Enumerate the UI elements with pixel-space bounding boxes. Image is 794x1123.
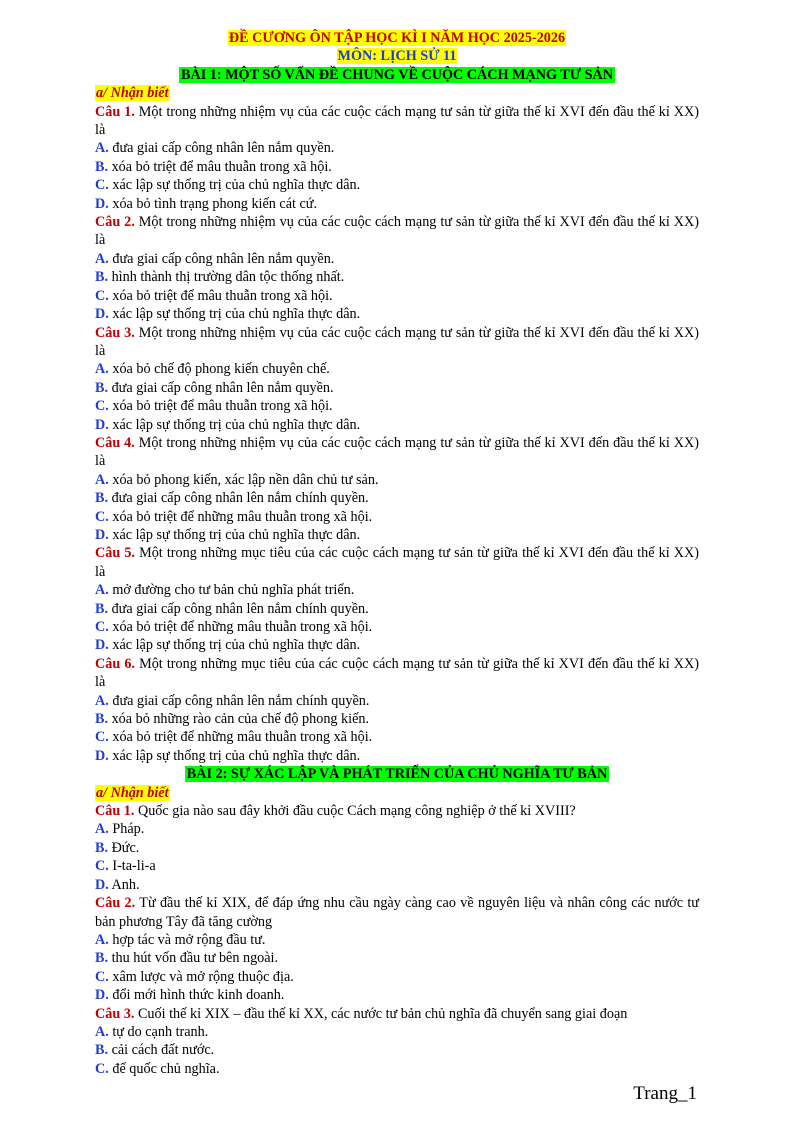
option-text: hình thành thị trường dân tộc thống nhất. <box>108 269 345 286</box>
answer-option <box>95 397 699 415</box>
option-text: xâm lược và mở rộng thuộc địa. <box>108 968 294 985</box>
question-stem <box>95 103 699 140</box>
option-text: mở đường cho tư bản chủ nghĩa phát triển. <box>108 582 355 599</box>
option-text: xác lập sự thống trị của chủ nghĩa thực dân. <box>108 747 361 764</box>
question-stem <box>95 324 699 361</box>
option-text: xóa bỏ triệt để những mâu thuẫn trong xã hội. <box>108 619 373 635</box>
question-text: Từ đầu thế kỉ XIX, để đáp ứng nhu cầu ngày càng cao về nguyên liệu và nhân công các nước tư bản phương Tây đã tăng cường <box>95 895 699 930</box>
option-text: Anh. <box>108 876 140 893</box>
option-letter: C. <box>95 1060 109 1077</box>
option-letter: B. <box>95 1042 109 1059</box>
answer-option <box>95 968 699 986</box>
question-text: Một trong những nhiệm vụ của các cuộc cách mạng tư sản từ giữa thế kỉ XVI đến đầu thế kỉ XX) là <box>95 324 699 359</box>
question-text: Một trong những mục tiêu của các cuộc cách mạng tư sản từ giữa thế kỉ XVI đến đầu thế kỉ XX) là <box>95 655 699 691</box>
option-letter: A. <box>95 1023 109 1040</box>
question-text: Cuối thế kỉ XIX – đầu thế kỉ XX, các nước tư bản chủ nghĩa đã chuyển sang giai đoạn <box>134 1005 628 1022</box>
question-stem <box>95 1005 699 1023</box>
answer-option <box>95 416 699 434</box>
option-text: đưa giai cấp công nhân lên nắm chính quyền. <box>108 692 370 709</box>
option-text: xác lập sự thống trị của chủ nghĩa thực dân. <box>108 526 361 543</box>
answer-option <box>95 250 699 268</box>
option-letter: D. <box>95 306 109 323</box>
question-stem <box>95 544 699 581</box>
answer-option <box>95 747 699 765</box>
answer-option <box>95 581 699 599</box>
option-text: xóa bỏ tình trạng phong kiến cát cứ. <box>108 195 318 212</box>
answer-option <box>95 176 699 194</box>
question-label: Câu 1. <box>95 103 135 120</box>
option-letter: D. <box>95 747 109 764</box>
option-text: đưa giai cấp công nhân lên nắm quyền. <box>108 250 335 267</box>
question-stem <box>95 213 699 250</box>
option-letter: C. <box>95 858 109 875</box>
answer-option <box>95 839 699 857</box>
document-title: ĐỀ CƯƠNG ÔN TẬP HỌC KÌ I NĂM HỌC 2025-2026 <box>228 30 566 46</box>
option-letter: B. <box>95 379 109 396</box>
question-label: Câu 3. <box>95 1005 135 1022</box>
option-text: xóa bỏ triệt để mâu thuẫn trong xã hội. <box>108 287 333 304</box>
answer-option <box>95 636 699 654</box>
answer-option <box>95 471 699 489</box>
answer-option <box>95 360 699 378</box>
lesson-heading-text: BÀI 2: SỰ XÁC LẬP VÀ PHÁT TRIỂN CỦA CHỦ NGHĨA TƯ BẢN <box>186 766 608 783</box>
answer-option <box>95 195 699 213</box>
question-text: Một trong những nhiệm vụ của các cuộc cách mạng tư sản từ giữa thế kỉ XVI đến đầu thế kỉ XX) là <box>95 434 699 470</box>
lesson-heading <box>95 765 699 783</box>
sections-container <box>95 66 699 1078</box>
question-label: Câu 5. <box>95 545 135 562</box>
option-text: xóa bỏ phong kiến, xác lập nền dân chủ tư sản. <box>108 471 379 488</box>
answer-option <box>95 287 699 305</box>
option-text: xóa bỏ triệt để mâu thuẫn trong xã hội. <box>108 398 333 415</box>
option-text: hợp tác và mở rộng đầu tư. <box>108 931 266 948</box>
option-letter: D. <box>95 987 109 1004</box>
option-text: đưa giai cấp công nhân lên nắm quyền. <box>108 379 334 396</box>
level-heading <box>95 84 699 102</box>
option-text: xóa bỏ những rào cản của chế độ phong kiến. <box>108 711 370 728</box>
option-text: xác lập sự thống trị của chủ nghĩa thực dân. <box>108 416 361 433</box>
option-text: xác lập sự thống trị của chủ nghĩa thực dân. <box>108 177 361 194</box>
option-text: đưa giai cấp công nhân lên nắm quyền. <box>108 140 335 157</box>
option-text: thu hút vốn đầu tư bên ngoài. <box>108 950 279 967</box>
question-label: Câu 2. <box>95 895 136 912</box>
option-letter: B. <box>95 158 109 175</box>
answer-option <box>95 268 699 286</box>
option-letter: D. <box>95 526 109 543</box>
answer-option <box>95 1060 699 1078</box>
option-letter: A. <box>95 361 109 378</box>
option-text: xóa bỏ triệt để những mâu thuẫn trong xã hội. <box>108 729 373 746</box>
lesson-heading <box>95 66 699 84</box>
question-stem <box>95 802 699 820</box>
answer-option <box>95 1023 699 1041</box>
option-text: I-ta-li-a <box>108 858 156 875</box>
answer-option <box>95 692 699 710</box>
answer-option <box>95 379 699 397</box>
option-text: đổi mới hình thức kinh doanh. <box>108 987 285 1004</box>
answer-option <box>95 820 699 838</box>
option-letter: D. <box>95 195 109 212</box>
option-letter: A. <box>95 471 109 488</box>
option-letter: B. <box>95 711 109 728</box>
question-label: Câu 1. <box>95 803 135 820</box>
answer-option <box>95 526 699 544</box>
answer-option <box>95 931 699 949</box>
option-letter: A. <box>95 821 109 838</box>
document-page <box>95 29 699 1078</box>
answer-option <box>95 600 699 618</box>
option-text: Đức. <box>108 839 140 856</box>
question-stem <box>95 434 699 471</box>
option-letter: A. <box>95 931 109 948</box>
option-text: tự do cạnh tranh. <box>108 1023 209 1040</box>
option-text: đế quốc chủ nghĩa. <box>108 1060 220 1077</box>
answer-option <box>95 876 699 894</box>
answer-option <box>95 618 699 636</box>
answer-option <box>95 489 699 507</box>
option-text: xác lập sự thống trị của chủ nghĩa thực dân. <box>108 637 361 654</box>
level-heading <box>95 784 699 802</box>
answer-option <box>95 139 699 157</box>
question-label: Câu 6. <box>95 655 135 672</box>
question-text: Một trong những nhiệm vụ của các cuộc cách mạng tư sản từ giữa thế kỉ XVI đến đầu thế kỉ XX) là <box>95 214 699 249</box>
option-text: xác lập sự thống trị của chủ nghĩa thực dân. <box>108 306 361 323</box>
option-text: đưa giai cấp công nhân lên nắm chính quyền. <box>108 600 369 617</box>
option-letter: B. <box>95 950 109 967</box>
option-letter: D. <box>95 416 109 433</box>
option-letter: B. <box>95 600 109 617</box>
option-letter: C. <box>95 729 109 746</box>
level-heading-text: a/ Nhận biết <box>96 85 169 102</box>
option-letter: A. <box>95 140 109 157</box>
page-number: Trang_1 <box>633 1083 697 1104</box>
option-letter: D. <box>95 637 109 654</box>
option-text: xóa bỏ triệt để mâu thuẫn trong xã hội. <box>108 158 332 175</box>
question-text: Quốc gia nào sau đây khởi đầu cuộc Cách mạng công nghiệp ở thế kỉ XVIII? <box>134 803 576 820</box>
option-letter: C. <box>95 398 109 415</box>
option-text: cải cách đất nước. <box>108 1042 215 1059</box>
option-letter: C. <box>95 177 109 194</box>
option-letter: B. <box>95 269 109 286</box>
question-label: Câu 2. <box>95 214 135 231</box>
option-letter: A. <box>95 250 109 267</box>
option-text: xóa bỏ chế độ phong kiến chuyên chế. <box>108 361 330 378</box>
question-label: Câu 3. <box>95 324 135 341</box>
option-letter: A. <box>95 582 109 599</box>
subject-title: MÔN: LỊCH SỬ 11 <box>337 48 457 65</box>
option-letter: A. <box>95 692 109 709</box>
answer-option <box>95 508 699 526</box>
answer-option <box>95 158 699 176</box>
option-text: Pháp. <box>108 821 145 838</box>
option-letter: C. <box>95 619 109 635</box>
option-letter: C. <box>95 968 109 985</box>
question-text: Một trong những nhiệm vụ của các cuộc cách mạng tư sản từ giữa thế kỉ XVI đến đầu thế kỉ XX) là <box>95 103 699 139</box>
option-letter: B. <box>95 490 109 507</box>
option-letter: D. <box>95 876 109 893</box>
answer-option <box>95 949 699 967</box>
question-stem <box>95 655 699 692</box>
option-letter: C. <box>95 287 109 304</box>
lesson-heading-text: BÀI 1: MỘT SỐ VẤN ĐỀ CHUNG VỀ CUỘC CÁCH MẠNG TƯ SẢN <box>181 66 613 83</box>
option-letter: C. <box>95 508 109 525</box>
option-letter: B. <box>95 839 109 856</box>
answer-option <box>95 986 699 1004</box>
question-label: Câu 4. <box>95 434 135 451</box>
option-text: đưa giai cấp công nhân lên nắm chính quyền. <box>108 490 369 507</box>
option-text: xóa bỏ triệt để những mâu thuẫn trong xã hội. <box>108 508 373 525</box>
answer-option <box>95 1041 699 1059</box>
question-stem <box>95 894 699 931</box>
level-heading-text: a/ Nhận biết <box>96 784 169 801</box>
answer-option <box>95 728 699 746</box>
answer-option <box>95 857 699 875</box>
answer-option <box>95 305 699 323</box>
question-text: Một trong những mục tiêu của các cuộc cách mạng tư sản từ giữa thế kỉ XVI đến đầu thế kỉ XX) là <box>95 545 699 580</box>
answer-option <box>95 710 699 728</box>
